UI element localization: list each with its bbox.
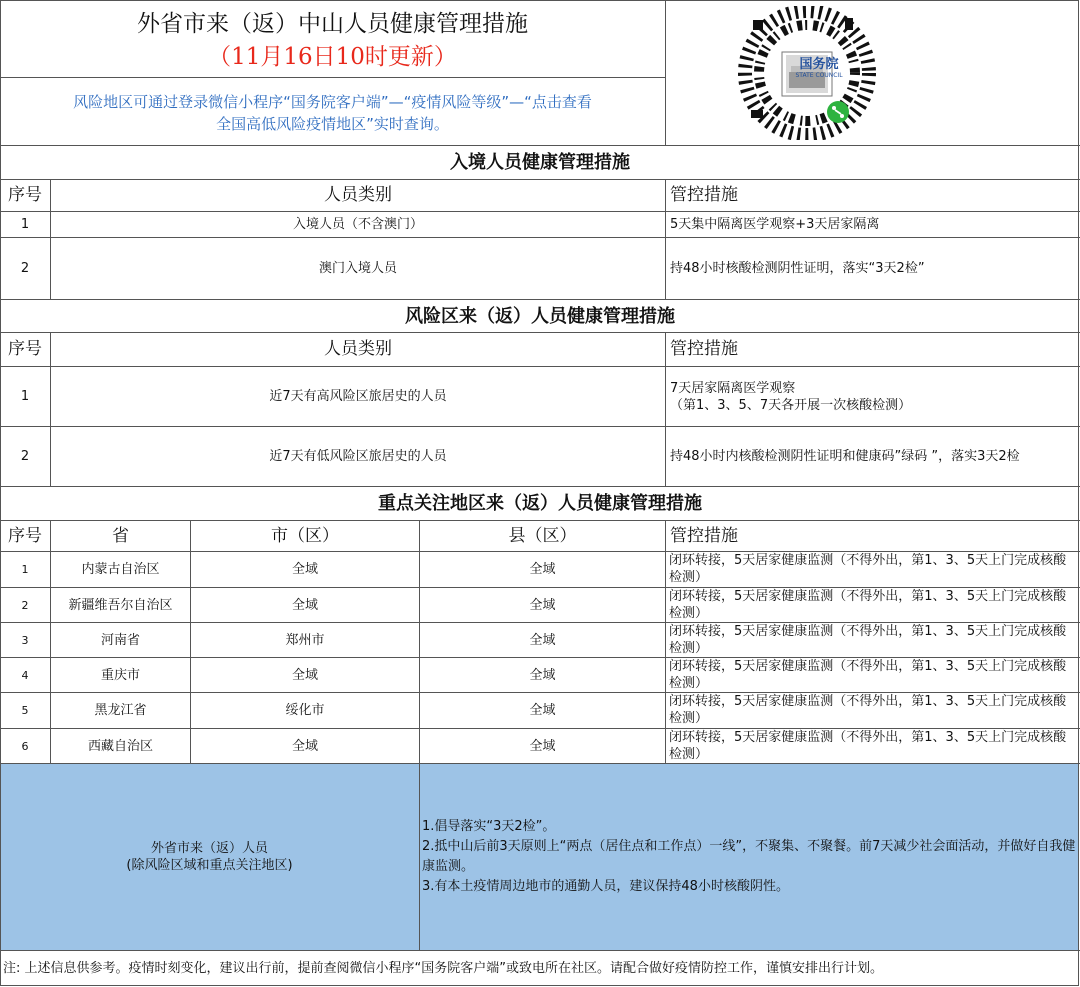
section1-row1-measure: 5天集中隔离医学观察+3天居家隔离 (670, 217, 880, 232)
section2-row2-type: 近7天有低风险区旅居史的人员 (269, 449, 447, 464)
section3-row-city: 郑州市 (285, 632, 325, 648)
section3-row-province: 重庆市 (100, 667, 140, 683)
risk-query-notice-line1: 风险地区可通过登录微信小程序“国务院客户端”—“疫情风险等级”—“点击查看 (73, 92, 592, 111)
section3-row-county: 全域 (529, 597, 556, 613)
section4-item3: 3.有本土疫情周边地市的通勤人员，建议保持48小时核酸阴性。 (422, 879, 789, 894)
section3-row-measure: 闭环转接，5天居家健康监测（不得外出，第1、3、5天上门完成核酸检测） (669, 730, 1067, 762)
section3-row-county: 全域 (529, 667, 556, 683)
section3-row-no: 1 (21, 563, 29, 576)
section2-row1-type: 近7天有高风险区旅居史的人员 (269, 389, 447, 404)
section3-row-province: 西藏自治区 (87, 738, 153, 754)
section2-header-no: 序号 (8, 339, 42, 359)
footer-note: 注: 上述信息供参考。疫情时刻变化，建议出行前，提前查阅微信小程序“国务院客户端”或致电所在社区。请配合做好疫情防控工作，谨慎安排出行计划。 (3, 960, 883, 976)
section4-measures (420, 764, 1079, 950)
section3-row-measure: 闭环转接，5天居家健康监测（不得外出，第1、3、5天上门完成核酸检测） (669, 624, 1067, 656)
section3-row-city: 绥化市 (285, 703, 325, 718)
qr-badge-title: 国务院 (799, 56, 839, 72)
update-time: （11月16日10时更新） (208, 43, 457, 70)
section1-header-type: 人员类别 (324, 185, 392, 205)
section3-row-city: 全域 (291, 738, 318, 754)
section3-header-province: 省 (112, 525, 129, 546)
risk-query-notice-line2: 全国高低风险疫情地区”实时查询。 (216, 114, 449, 133)
section3-row-no: 4 (21, 668, 29, 682)
section3-row-county: 全域 (529, 562, 556, 577)
section3-row-city: 全域 (291, 562, 318, 577)
section1-row2-type: 澳门入境人员 (318, 261, 397, 276)
section4-label-line2: (除风险区域和重点关注地区) (126, 858, 293, 873)
section3-title: 重点关注地区来（返）人员健康管理措施 (378, 493, 702, 514)
section3-row-city: 全域 (291, 667, 318, 683)
section2-row2-measure: 持48小时内核酸检测阴性证明和健康码”绿码 ”，落实3天2检 (670, 449, 1020, 464)
section3-row-measure: 闭环转接，5天居家健康监测（不得外出，第1、3、5天上门完成核酸检测） (669, 589, 1067, 621)
section2-row1-no: 1 (20, 389, 30, 404)
section3-header-no: 序号 (8, 525, 42, 546)
section3-row-no: 6 (21, 739, 29, 753)
section3-row-no: 2 (21, 598, 29, 612)
page-title: 外省市来（返）中山人员健康管理措施 (137, 10, 528, 37)
section1-header-no: 序号 (8, 185, 42, 205)
section3-header-county: 县（区） (508, 525, 577, 546)
section1-row1-no: 1 (20, 217, 30, 232)
section1-row1-type: 入境人员（不含澳门） (292, 217, 423, 232)
section2-row2-no: 2 (20, 449, 30, 464)
section2-header-type: 人员类别 (324, 339, 392, 359)
section3-row-measure: 闭环转接，5天居家健康监测（不得外出，第1、3、5天上门完成核酸检测） (669, 659, 1067, 691)
section3-row-measure: 闭环转接，5天居家健康监测（不得外出，第1、3、5天上门完成核酸检测） (669, 553, 1067, 585)
section1-header-measure: 管控措施 (670, 185, 738, 205)
section3-row-county: 全域 (529, 703, 556, 718)
section3-row-province: 内蒙古自治区 (81, 562, 160, 577)
section3-header-measure: 管控措施 (670, 525, 738, 546)
section3-row-county: 全域 (529, 738, 556, 754)
section4-item1: 1.倡导落实“3天2检”。 (422, 819, 556, 834)
section3-row-province: 新疆维吾尔自治区 (68, 597, 173, 613)
section2-row1-measure (666, 367, 1079, 426)
section3-row-no: 3 (21, 633, 29, 647)
section3-header-city: 市（区） (271, 525, 339, 546)
section2-row1-measure-line1: 7天居家隔离医学观察 (670, 380, 796, 396)
section2-row1-measure-line2: （第1、3、5、7天各开展一次核酸检测） (670, 397, 912, 413)
section3-row-province: 黑龙江省 (94, 703, 147, 718)
section1-row2-no: 2 (20, 261, 30, 276)
section3-row-measure: 闭环转接，5天居家健康监测（不得外出，第1、3、5天上门完成核酸检测） (669, 694, 1067, 726)
section3-row-county: 全域 (529, 632, 556, 648)
section3-row-city: 全域 (291, 597, 318, 613)
section1-row2-measure: 持48小时核酸检测阴性证明，落实“3天2检” (670, 261, 925, 276)
section2-header-measure: 管控措施 (670, 339, 738, 359)
section3-row-province: 河南省 (100, 632, 140, 648)
section4-label-line1: 外省市来（返）人员 (150, 841, 268, 856)
section4-label (0, 764, 419, 950)
qr-badge-subtitle: STATE COUNCIL (795, 72, 843, 79)
section3-row-no: 5 (21, 704, 29, 717)
section2-title: 风险区来（返）人员健康管理措施 (405, 305, 675, 327)
section1-title: 入境人员健康管理措施 (450, 152, 630, 173)
section4-item2: 2.抵中山后前3天原则上“两点（居住点和工作点）一线”，不聚集、不聚餐。前7天减少社会面活动，并做好自我健康监测。 (422, 839, 1076, 874)
